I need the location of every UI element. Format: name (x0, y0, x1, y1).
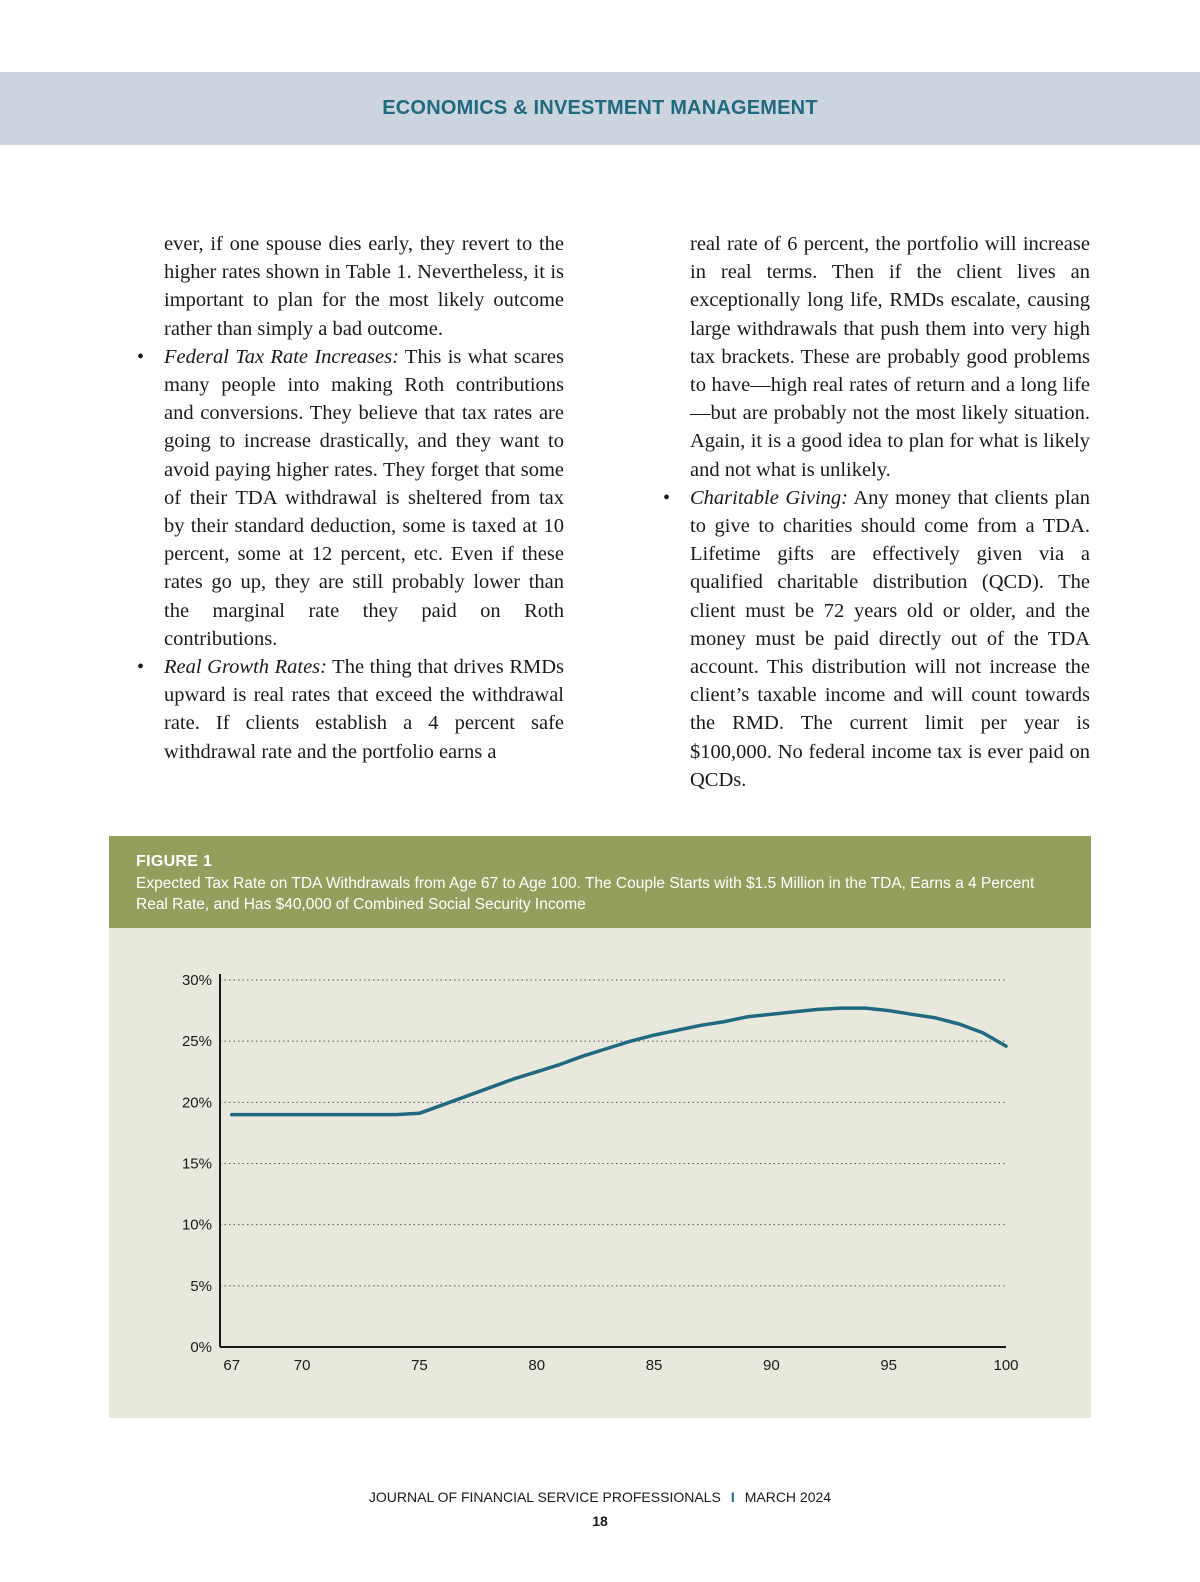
y-tick-label: 0% (190, 1339, 212, 1356)
x-tick-label: 80 (528, 1357, 546, 1374)
left-column (164, 230, 564, 766)
y-tick-label: 25% (181, 1033, 212, 1051)
bullet-item (690, 484, 1090, 794)
figure-header (109, 836, 1091, 928)
issue-date: MARCH 2024 (744, 1489, 832, 1505)
right-column (690, 230, 1090, 794)
footer-separator: I (730, 1489, 735, 1505)
line-chart (109, 928, 1091, 1418)
bullet-item (164, 343, 564, 653)
y-tick-label: 5% (190, 1277, 212, 1295)
x-tick-label: 85 (645, 1357, 663, 1374)
y-tick-label: 15% (181, 1155, 212, 1173)
paragraph: ever, if one spouse dies early, they revert to the higher rates shown in Table 1. Nevertheless, it is important to plan for the most likely outcome rather than simply a bad outcome. (164, 233, 564, 340)
page-footer (0, 1489, 1200, 1505)
y-tick-label: 20% (181, 1094, 212, 1112)
y-tick-label: 30% (181, 972, 212, 989)
bullet-term: Real Growth Rates: (164, 656, 327, 679)
x-tick-label: 70 (293, 1357, 311, 1374)
x-tick-label: 90 (763, 1357, 780, 1374)
journal-name: JOURNAL OF FINANCIAL SERVICE PROFESSIONALS (368, 1489, 721, 1505)
bullet-term: Charitable Giving: (690, 486, 848, 509)
tax-rate-line (232, 1008, 1006, 1115)
bullet-text: This is what scares many people into making Roth contributions and conversions. They believe that tax rates are going to increase drastically, and they want to avoid paying higher rates. They forget that some of their TDA withdrawal is sheltered from tax by their standard deduction, some is taxed at 10 percent, some at 12 percent, etc. Even if these rates go up, they are still probably lower than the marginal rate they paid on Roth contributions. (164, 345, 564, 650)
y-tick-label: 10% (181, 1216, 212, 1234)
bullet-text: Any money that clients plan to give to charities should come from a TDA. Lifetime gifts are effectively given via a qualified charitable distribution (QCD). The client must be 72 years old or older, and the money must be paid directly out of the TDA account. This distribution will not increase the client’s taxable income and will count towards the RMD. The current limit per year is $100,000. No federal income tax is ever paid on QCDs. (690, 486, 1090, 791)
x-tick-label: 100 (993, 1357, 1019, 1374)
figure-label: FIGURE 1 (136, 853, 213, 870)
bullet-term: Federal Tax Rate Increases: (164, 345, 399, 368)
section-title: ECONOMICS & INVESTMENT MANAGEMENT (382, 97, 818, 119)
figure-caption: Expected Tax Rate on TDA Withdrawals from Age 67 to Age 100. The Couple Starts with $1.5 Million in the TDA, Earns a 4 Percent Real Rate, and Has $40,000 of Combined Social Security Income (136, 875, 1035, 913)
section-header-band (0, 72, 1200, 145)
page-number: 18 (592, 1513, 608, 1529)
bullet-item (164, 653, 564, 766)
bullet-text: The thing that drives RMDs upward is real rates that exceed the withdrawal rate. If clients establish a 4 percent safe withdrawal rate and the portfolio earns a (164, 656, 565, 763)
figure-body (109, 928, 1091, 1418)
x-tick-label: 67 (223, 1357, 241, 1374)
x-tick-label: 95 (880, 1357, 898, 1374)
x-tick-label: 75 (411, 1357, 428, 1374)
paragraph: real rate of 6 percent, the portfolio will increase in real terms. Then if the client lives an exceptionally long life, RMDs escalate, causing large withdrawals that push them into very high tax brackets. These are probably good problems to have—high real rates of return and a long life—but are probably not the most likely situation. Again, it is a good idea to plan for what is likely and not what is unlikely. (690, 233, 1090, 481)
